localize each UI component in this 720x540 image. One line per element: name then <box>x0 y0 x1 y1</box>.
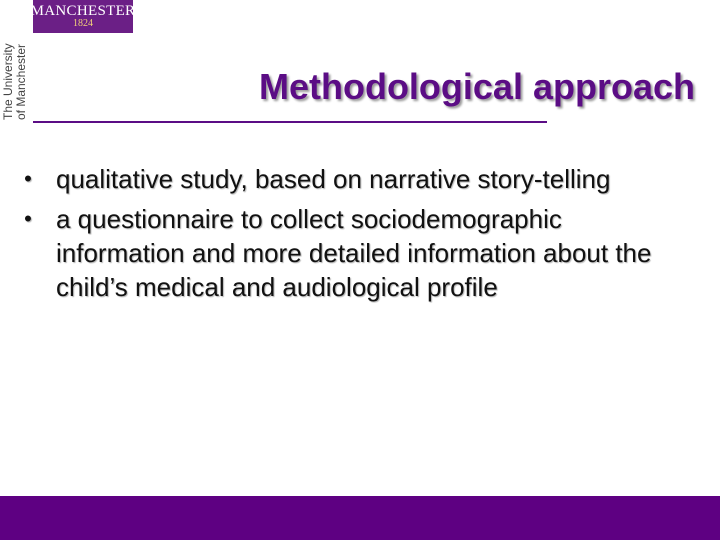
bullet-item <box>0 162 720 196</box>
university-wordmark <box>1 43 92 120</box>
logo-name: MANCHESTER <box>30 3 136 19</box>
wordmark-line-2: of Manchester <box>14 43 28 120</box>
footer-bar <box>0 496 720 540</box>
bullet-list <box>0 162 720 310</box>
slide-title: Methodological approach <box>258 66 695 107</box>
university-logo <box>30 0 136 33</box>
bullet-text: a questionnaire to collect sociodemographic information and more detailed information about the child’s medical and audiological profile <box>56 204 652 302</box>
wordmark-line-1: The University <box>1 43 15 120</box>
bullet-marker: • <box>24 206 32 231</box>
logo-year: 1824 <box>73 18 93 29</box>
title-divider <box>33 121 547 123</box>
bullet-marker: • <box>24 166 32 191</box>
bullet-item <box>0 202 720 304</box>
bullet-text: qualitative study, based on narrative story-telling <box>56 164 611 194</box>
